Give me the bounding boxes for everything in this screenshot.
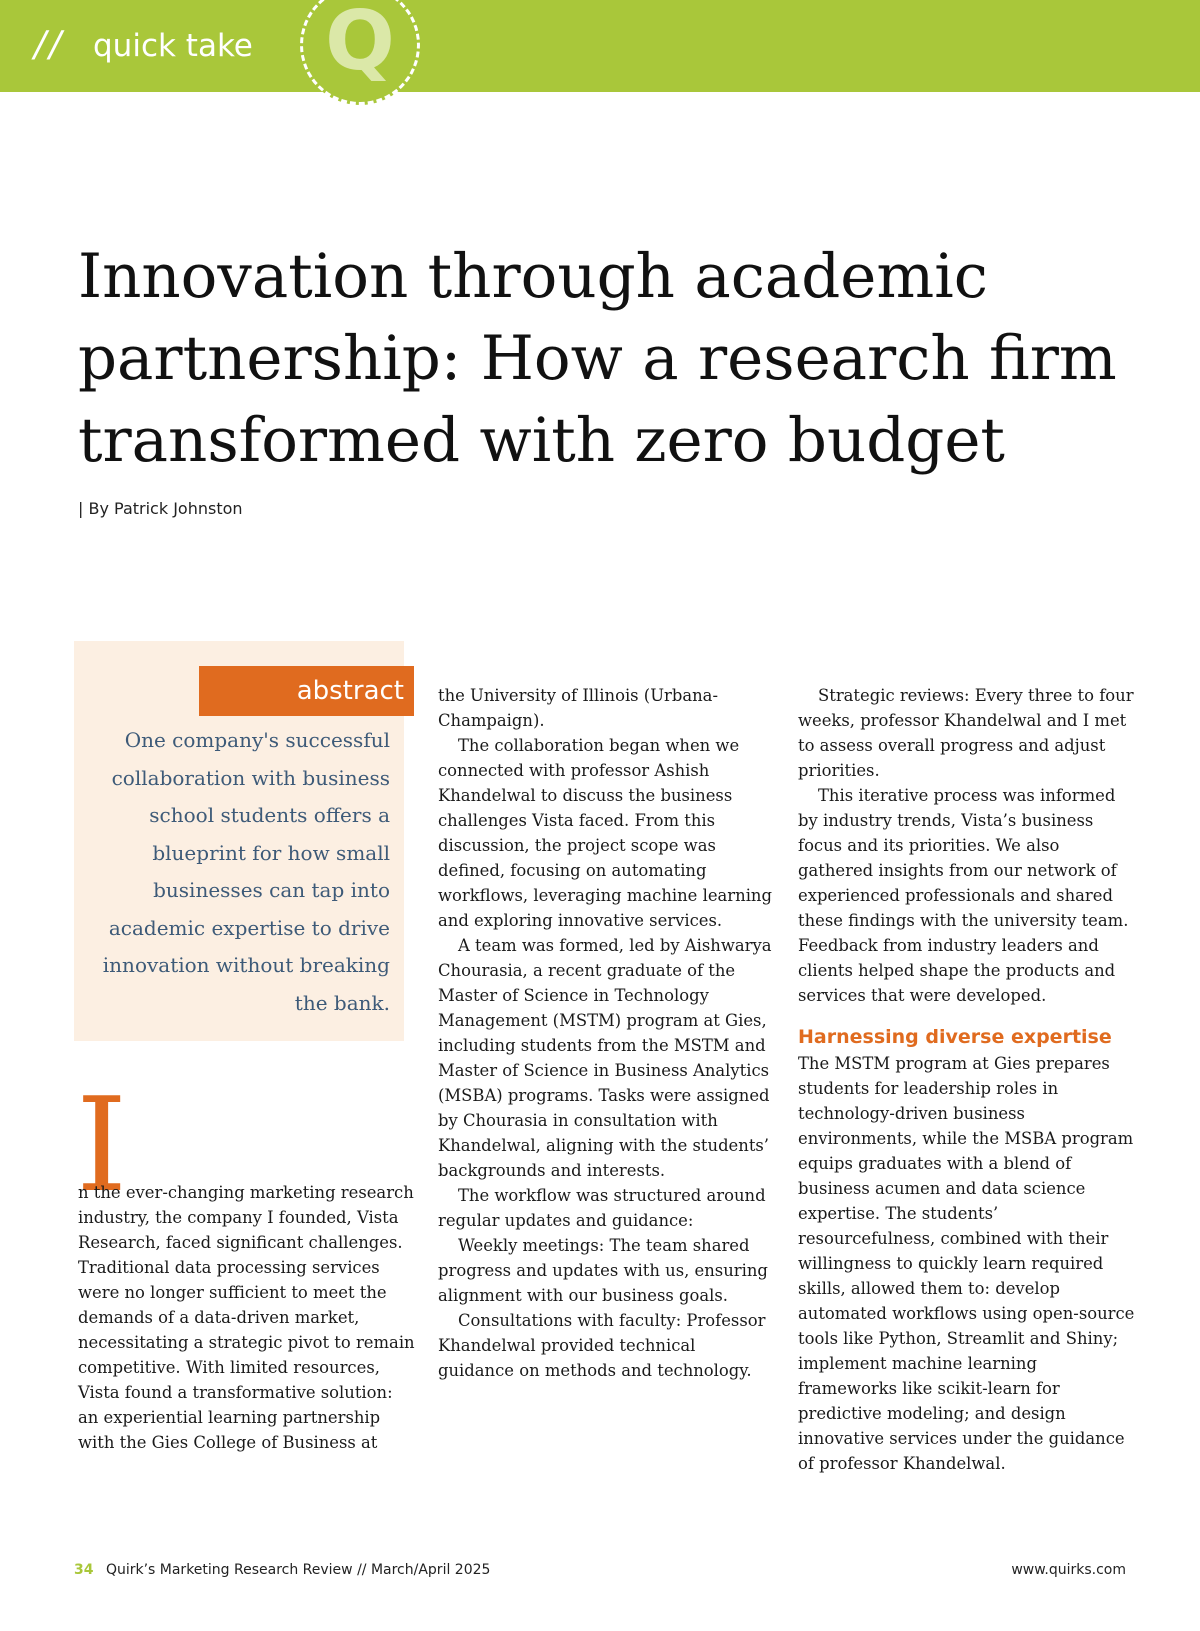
section-slashes: // (34, 24, 65, 65)
publication-name: Quirk’s Marketing Research Review // March/April 2025 (105, 1562, 491, 1578)
byline: | By Patrick Johnston (78, 499, 243, 518)
page-number: 34 (74, 1562, 94, 1578)
paragraph: This iterative process was informed by industry trends, Vista’s business focus and its priorities. We also gathered insights from our network of experienced professionals and shared these findings with the university team. Feedback from industry leaders and clients helped shape the products and services that were developed. (798, 786, 1129, 1005)
paragraph: n the ever-changing marketing research industry, the company I founded, Vista Research, faced significant challenges. Traditional data processing services were no longer sufficient to meet the demands of a data-driven market, necessitating a strategic pivot to remain competitive. With limited resources, Vista found a transformative solution: an experiential learning partnership with the Gies College of Business at (78, 1183, 415, 1452)
abstract-label: abstract (199, 666, 414, 716)
column-1 (78, 1180, 416, 1455)
paragraph: The collaboration began when we connected with professor Ashish Khandelwal to discuss the business challenges Vista faced. From this discussion, the project scope was defined, focusing on automating workflows, leveraging machine learning and exploring innovative services. (438, 736, 772, 930)
website-link[interactable]: www.quirks.com (1011, 1562, 1126, 1578)
column-3 (798, 683, 1136, 1476)
paragraph: Strategic reviews: Every three to four weeks, professor Khandelwal and I met to assess overall progress and adjust priorities. (798, 686, 1134, 780)
paragraph: Weekly meetings: The team shared progress and updates with us, ensuring alignment with our business goals. (438, 1236, 768, 1305)
paragraph: A team was formed, led by Aishwarya Chourasia, a recent graduate of the Master of Science in Technology Management (MSTM) program at Gies, including students from the MSTM and Master of Science in Business Analytics (MSBA) programs. Tasks were assigned by Chourasia in consultation with Khandelwal, aligning with the students’ backgrounds and interests. (438, 936, 772, 1180)
paragraph: The workflow was structured around regular updates and guidance: (438, 1186, 766, 1230)
drop-cap: I (76, 1069, 128, 1221)
article-title: Innovation through academic partnership: How a research firm transformed with zero budget (78, 241, 1117, 476)
q-badge-icon (300, 0, 420, 105)
column-2 (438, 683, 774, 1383)
q-badge-letter: Q (325, 0, 395, 89)
top-banner (0, 0, 1200, 92)
section-name: quick take (93, 28, 253, 64)
footer-left (74, 1562, 490, 1578)
paragraph: The MSTM program at Gies prepares students for leadership roles in technology-driven business environments, while the MSBA program equips graduates with a blend of business acumen and data science expertise. The students’ resourcefulness, combined with their willingness to quickly learn required skills, allowed them to: develop automated workflows using open-source tools like Python, Streamlit and Shiny; implement machine learning frameworks like scikit-learn for predictive modeling; and design innovative services under the guidance of professor Khandelwal. (798, 1054, 1135, 1473)
paragraph: the University of Illinois (Urbana-Champaign). (438, 686, 718, 730)
section-subhead: Harnessing diverse expertise (798, 1026, 1112, 1048)
abstract-text: One company's successful collaboration with business school students offers a blueprint for how small businesses can tap into academic expertise to drive innovation without breaking the bank. (102, 728, 390, 1015)
paragraph: Consultations with faculty: Professor Khandelwal provided technical guidance on methods and technology. (438, 1311, 766, 1380)
